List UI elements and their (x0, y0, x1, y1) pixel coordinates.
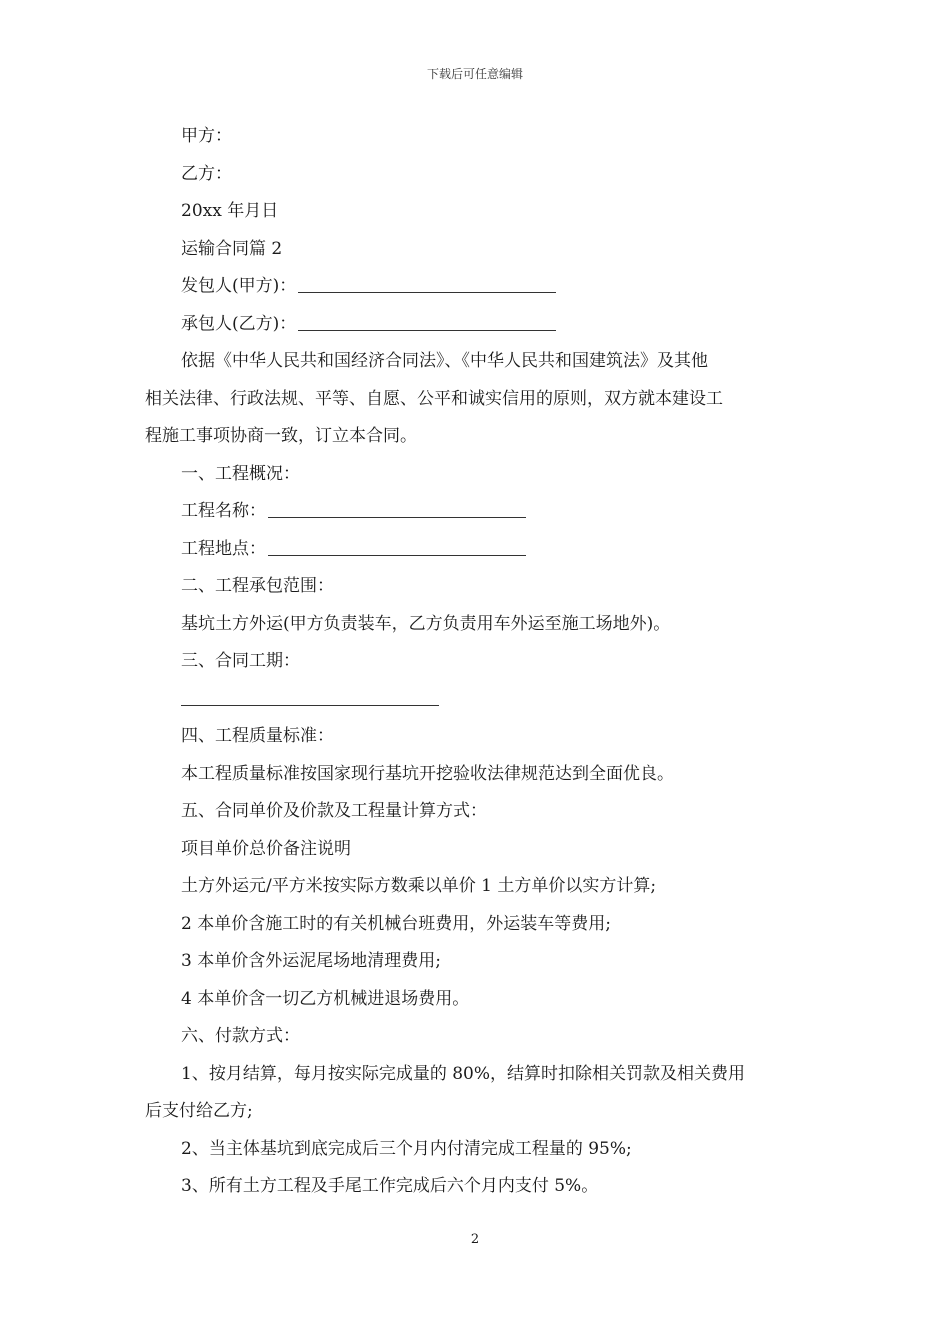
party-a-label: 甲方： (181, 126, 232, 146)
contract-period-blank (181, 681, 439, 706)
project-location-label: 工程地点： (181, 538, 266, 559)
contractor-b-line (145, 306, 809, 344)
project-name-line (145, 493, 809, 531)
project-location-blank (268, 537, 526, 556)
contractor-b-blank (298, 312, 556, 331)
section-6-heading: 六、付款方式： (181, 1026, 300, 1046)
scope-text: 基坑土方外运(甲方负责装车，乙方负责用车外运至施工场地外)。 (181, 613, 671, 634)
quality-text: 本工程质量标准按国家现行基坑开挖验收法律规范达到全面优良。 (181, 763, 674, 784)
contract-period-line (145, 681, 809, 719)
basis-paragraph-line-3: 程施工事项协商一致，订立本合同。 (145, 426, 417, 446)
section-5-heading: 五、合同单价及价款及工程量计算方式： (181, 801, 487, 821)
date-line: 20xx 年月日 (181, 201, 279, 221)
contractor-a-label: 发包人(甲方)： (181, 276, 297, 296)
page-header: 下载后可任意编辑 (426, 67, 523, 81)
project-name-blank (268, 499, 526, 518)
contractor-a-line (145, 268, 809, 306)
basis-paragraph-line-1: 依据《中华人民共和国经济合同法》、《中华人民共和国建筑法》及其他 (181, 351, 708, 371)
contractor-a-blank (298, 274, 556, 293)
project-name-label: 工程名称： (181, 501, 266, 521)
price-table-header: 项目单价总价备注说明 (181, 838, 351, 859)
price-item-3: 3 本单价含外运泥尾场地清理费用; (181, 951, 441, 971)
contract-title: 运输合同篇 2 (181, 238, 283, 259)
section-4-heading: 四、工程质量标准： (181, 726, 334, 746)
payment-1-line-1: 1、按月结算，每月按实际完成量的 80%，结算时扣除相关罚款及相关费用 (181, 1063, 746, 1084)
section-1-heading: 一、工程概况： (181, 463, 300, 484)
payment-3: 3、所有土方工程及手尾工作完成后六个月内支付 5%。 (181, 1176, 599, 1196)
party-b-label: 乙方： (181, 163, 232, 184)
price-item-1: 土方外运元/平方米按实际方数乘以单价 1 土方单价以实方计算; (181, 876, 657, 896)
page-number: 2 (470, 1232, 480, 1247)
payment-2: 2、当主体基坑到底完成后三个月内付清完成工程量的 95%; (181, 1138, 632, 1159)
document-body (145, 118, 809, 1206)
section-2-heading: 二、工程承包范围： (181, 576, 334, 596)
contractor-b-label: 承包人(乙方)： (181, 313, 297, 334)
price-item-4: 4 本单价含一切乙方机械进退场费用。 (181, 988, 470, 1009)
payment-1-line-2: 后支付给乙方; (145, 1101, 253, 1121)
section-3-heading: 三、合同工期： (181, 651, 300, 671)
basis-paragraph-line-2: 相关法律、行政法规、平等、自愿、公平和诚实信用的原则，双方就本建设工 (145, 388, 723, 409)
price-item-2: 2 本单价含施工时的有关机械台班费用，外运装车等费用; (181, 913, 611, 934)
project-location-line (145, 531, 809, 569)
